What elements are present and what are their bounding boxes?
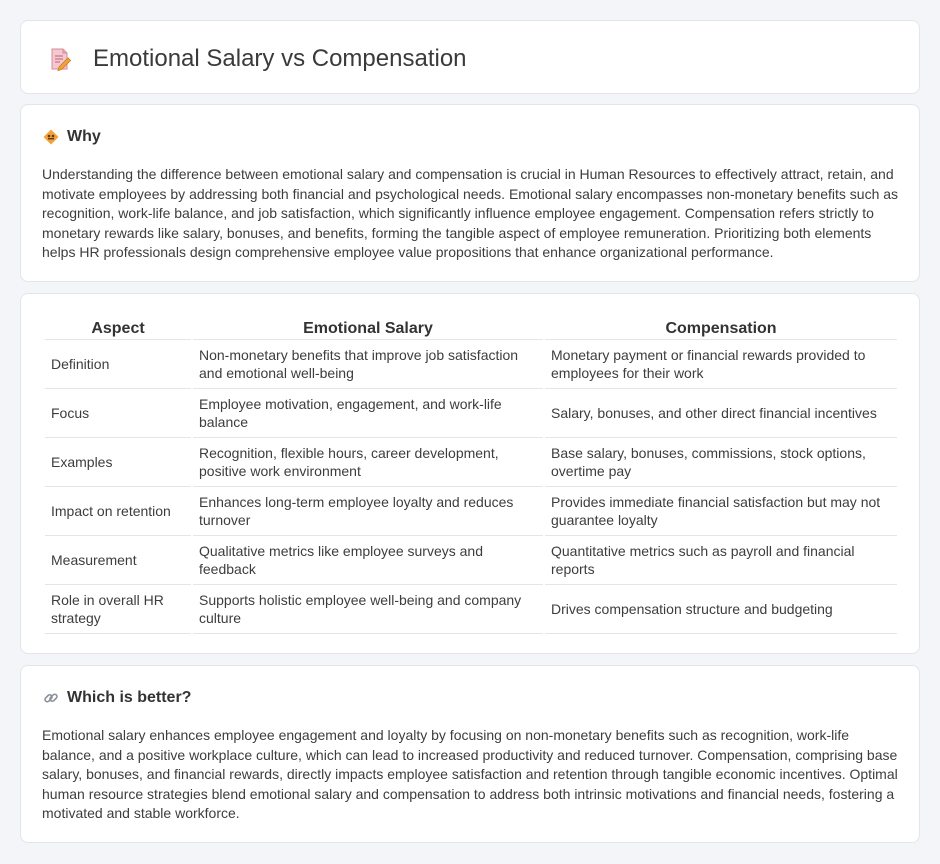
diamond-sign-icon [43, 129, 59, 145]
table-cell-aspect: Focus [45, 389, 191, 438]
table-cell-aspect: Examples [45, 438, 191, 487]
table-cell-emotional-salary: Non-monetary benefits that improve job satisfaction and emotional well-being [193, 340, 543, 389]
column-header-aspect: Aspect [45, 316, 191, 340]
which-is-better-text: Emotional salary enhances employee engagement and loyalty by focusing on non-monetary benefits such as recognition, work-life balance, and a positive workplace culture, which can lead to increased productivity and reduced turnover. Compensation, comprising base salary, bonuses, and financial rewards, directly impacts employee satisfaction and retention through tangible economic incentives. Optimal human resource strategies blend emotional salary and compensation to address both intrinsic motivations and financial needs, fostering a motivated and stable workforce. [42, 727, 898, 822]
table-cell-emotional-salary: Qualitative metrics like employee surveys and feedback [193, 536, 543, 585]
table-cell-emotional-salary: Employee motivation, engagement, and work-life balance [193, 389, 543, 438]
table-cell-compensation: Base salary, bonuses, commissions, stock options, overtime pay [545, 438, 897, 487]
why-section [20, 104, 920, 282]
table-cell-compensation: Drives compensation structure and budgeting [545, 585, 897, 634]
why-heading [43, 128, 101, 146]
document-pencil-icon [47, 46, 73, 72]
comparison-table [43, 316, 899, 634]
table-cell-compensation: Salary, bonuses, and other direct financial incentives [545, 389, 897, 438]
why-title: Why [67, 128, 101, 145]
table-row [45, 487, 897, 536]
table-cell-aspect: Role in overall HR strategy [45, 585, 191, 634]
header-card [20, 20, 920, 94]
column-header-emotional-salary: Emotional Salary [193, 316, 543, 340]
table-cell-compensation: Quantitative metrics such as payroll and financial reports [545, 536, 897, 585]
why-text: Understanding the difference between emotional salary and compensation is crucial in Human Resources to effectively attract, retain, and motivate employees by addressing both financial and psychological needs. Emotional salary encompasses non-monetary benefits such as recognition, work-life balance, and job satisfaction, which significantly influence employee engagement. Compensation refers strictly to monetary rewards like salary, bonuses, and benefits, forming the tangible aspect of employee remuneration. Prioritizing both elements helps HR professionals design comprehensive employee value propositions that enhance organizational performance. [42, 166, 899, 261]
table-cell-emotional-salary: Supports holistic employee well-being and company culture [193, 585, 543, 634]
which-is-better-title: Which is better? [67, 689, 192, 706]
which-is-better-section [20, 665, 920, 843]
table-row [45, 585, 897, 634]
table-cell-compensation: Provides immediate financial satisfaction but may not guarantee loyalty [545, 487, 897, 536]
link-icon [43, 690, 59, 706]
table-row [45, 340, 897, 389]
table-cell-compensation: Monetary payment or financial rewards provided to employees for their work [545, 340, 897, 389]
table-cell-aspect: Impact on retention [45, 487, 191, 536]
page-title: Emotional Salary vs Compensation [93, 45, 467, 72]
comparison-table-card [20, 293, 920, 654]
table-row [45, 438, 897, 487]
table-row [45, 536, 897, 585]
column-header-compensation: Compensation [545, 316, 897, 340]
title-row [47, 45, 467, 73]
table-cell-aspect: Definition [45, 340, 191, 389]
table-row [45, 389, 897, 438]
which-is-better-heading [43, 689, 191, 707]
table-cell-emotional-salary: Enhances long-term employee loyalty and reduces turnover [193, 487, 543, 536]
table-cell-emotional-salary: Recognition, flexible hours, career development, positive work environment [193, 438, 543, 487]
table-cell-aspect: Measurement [45, 536, 191, 585]
table-header-row [45, 316, 897, 340]
